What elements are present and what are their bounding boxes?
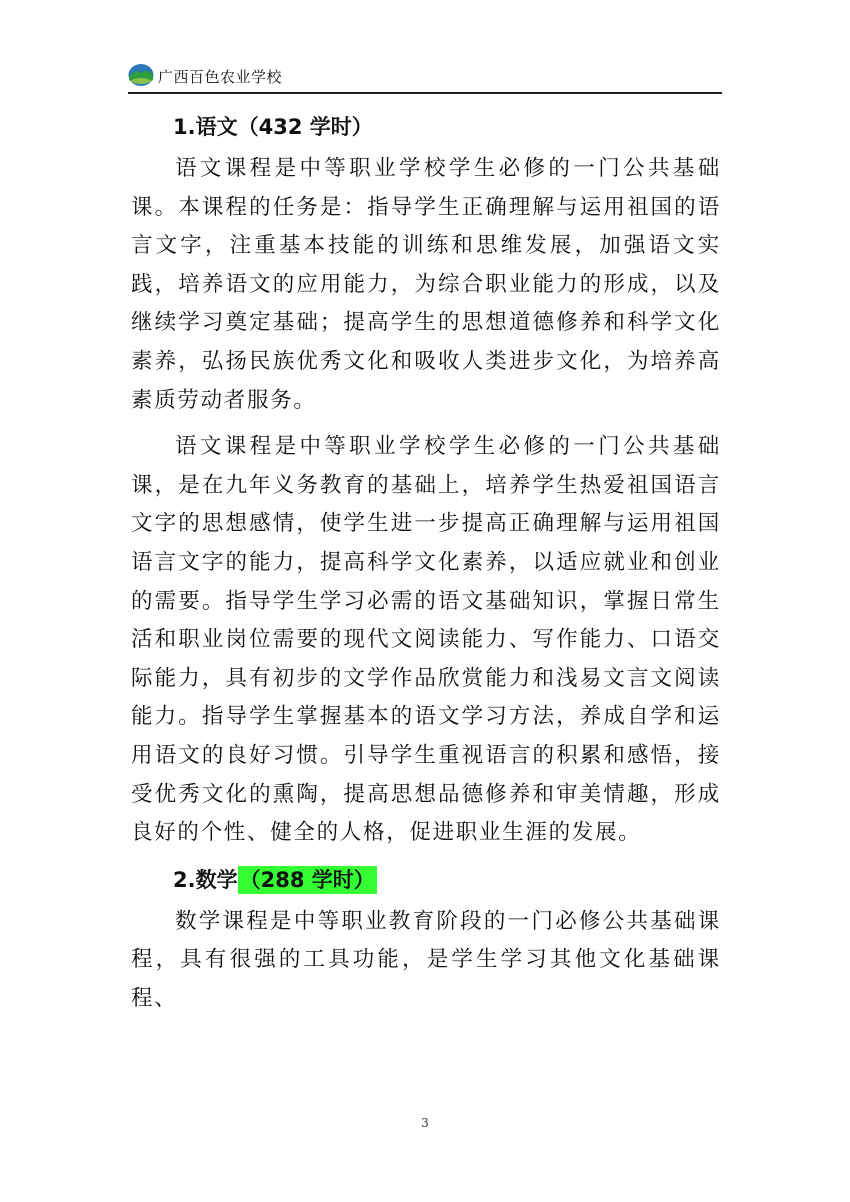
section-heading-text: 1.语文（432 学时） <box>173 115 373 139</box>
page-header <box>128 60 722 94</box>
school-logo-icon <box>128 62 154 88</box>
section-heading-math <box>131 857 721 903</box>
section-heading-chinese <box>131 104 721 150</box>
paragraph: 语文课程是中等职业学校学生必修的一门公共基础课，是在九年义务教育的基础上，培养学生热爱祖国语言文字的思想感情，使学生进一步提高正确理解与运用祖国语言文字的能力，提高科学文化素养，以适应就业和创业的需要。指导学生学习必需的语文基础知识，掌握日常生活和职业岗位需要的现代文阅读能力、写作能力、口语交际能力，具有初步的文学作品欣赏能力和浅易文言文阅读能力。指导学生掌握基本的语文学习方法，养成自学和运用语文的良好习惯。引导学生重视语言的积累和感悟，接受优秀文化的熏陶，提高思想品德修养和审美情趣，形成良好的个性、健全的人格，促进职业生涯的发展。 <box>131 434 721 846</box>
highlighted-hours: （288 学时） <box>239 867 375 892</box>
page-number: 3 <box>421 1116 429 1130</box>
school-name: 广西百色农业学校 <box>158 68 283 86</box>
section-heading-text: 2.数学 <box>173 867 238 892</box>
paragraph: 语文课程是中等职业学校学生必修的一门公共基础课。本课程的任务是：指导学生正确理解与运用祖国的语言文字，注重基本技能的训练和思维发展，加强语文实践，培养语文的应用能力，为综合职业能力的形成，以及继续学习奠定基础；提高学生的思想道德修养和科学文化素养，弘扬民族优秀文化和吸收人类进步文化，为培养高素质劳动者服务。 <box>131 156 721 413</box>
document-body <box>131 104 721 1018</box>
paragraph: 数学课程是中等职业教育阶段的一门必修公共基础课程，具有很强的工具功能，是学生学习其他文化基础课程、 <box>131 908 721 1011</box>
